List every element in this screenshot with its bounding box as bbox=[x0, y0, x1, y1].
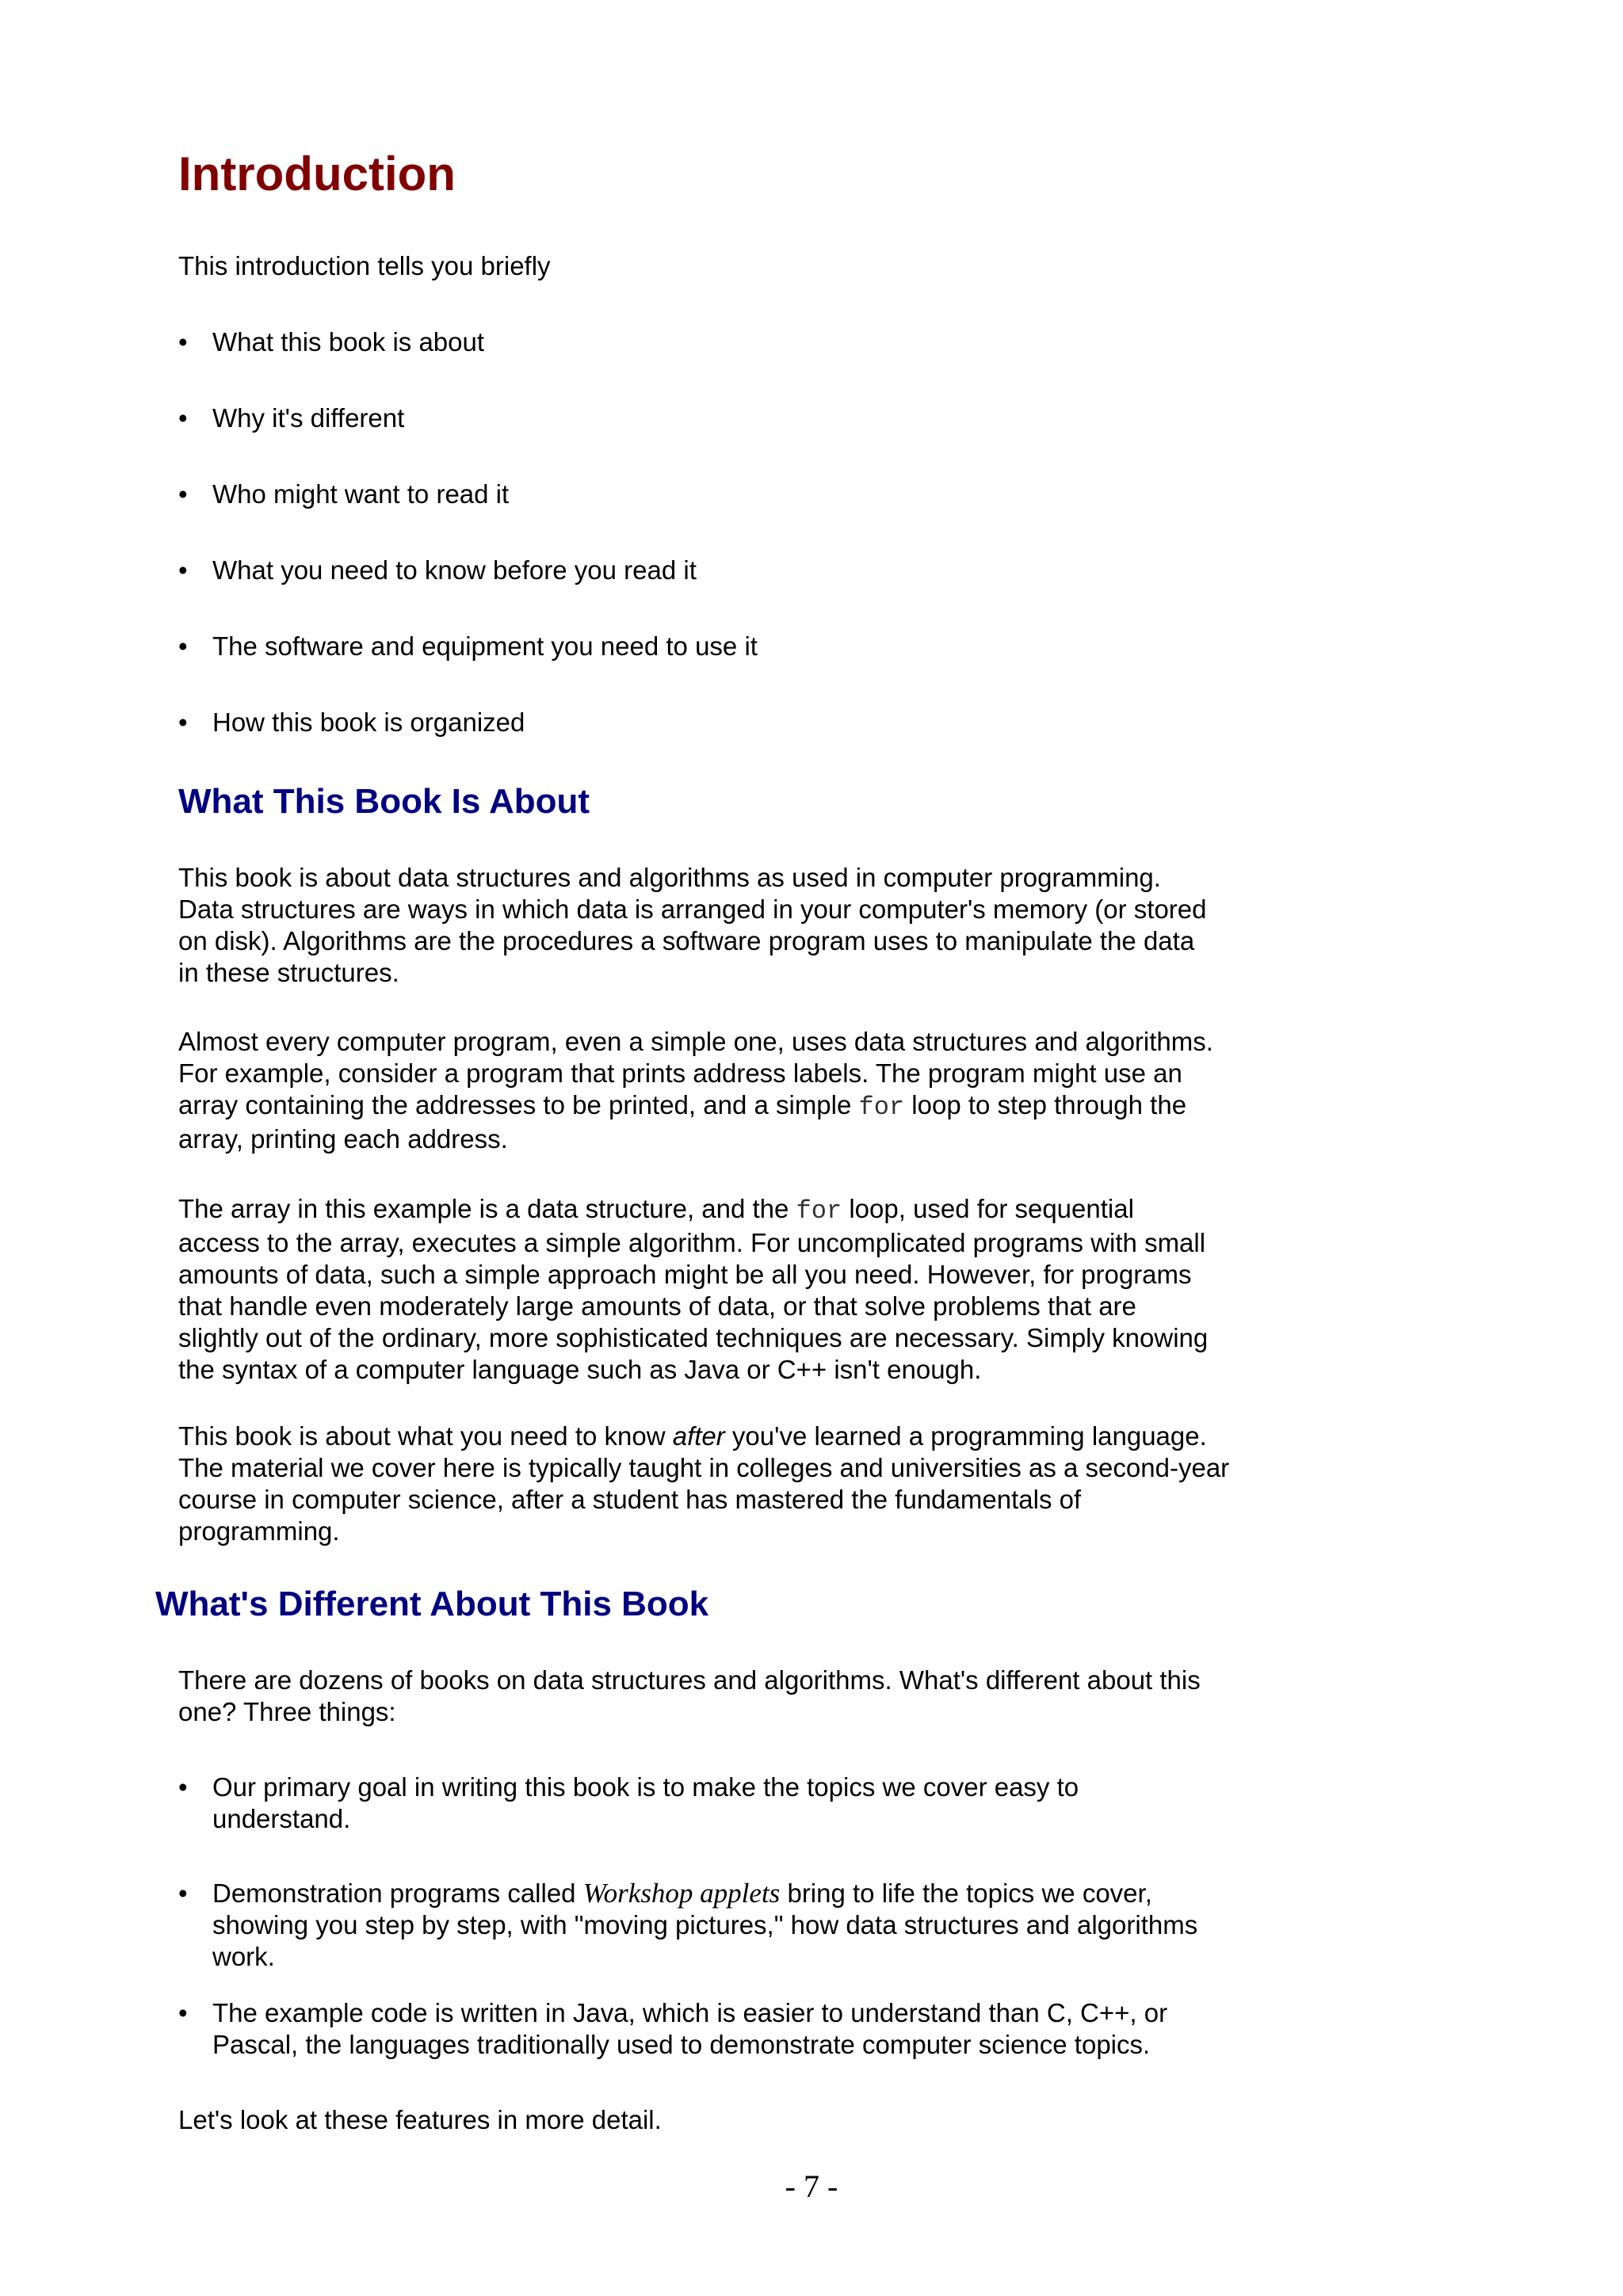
text-run: bring to life the topics we cover, bbox=[780, 1878, 1152, 1908]
section2-paragraph-1 bbox=[178, 1665, 1304, 1728]
section1-paragraph-3 bbox=[178, 1193, 1304, 1386]
bullet-symbol: • bbox=[178, 403, 188, 433]
text-line: The material we cover here is typically taught in colleges and universities as a second-year bbox=[178, 1453, 1230, 1482]
text-run: loop to step through the bbox=[904, 1090, 1187, 1119]
section-heading-about: What This Book Is About bbox=[178, 782, 590, 821]
emphasis-text: after bbox=[672, 1421, 725, 1451]
text-line: There are dozens of books on data structures and algorithms. What's different about this bbox=[178, 1665, 1201, 1695]
bullet-symbol: • bbox=[178, 555, 188, 585]
text-run: you've learned a programming language. bbox=[724, 1421, 1207, 1451]
text-line: work. bbox=[212, 1942, 275, 1971]
text-line: This book is about data structures and algorithms as used in computer programming. bbox=[178, 863, 1161, 892]
section1-paragraph-4 bbox=[178, 1421, 1304, 1547]
text-line: Data structures are ways in which data is arranged in your computer's memory (or stored bbox=[178, 894, 1207, 924]
bullet-symbol: • bbox=[178, 707, 188, 737]
text-run: This book is about what you need to know bbox=[178, 1421, 673, 1451]
page-number: - 7 - bbox=[785, 2168, 838, 2204]
text-line bbox=[178, 1089, 1304, 1123]
text-run: Demonstration programs called bbox=[212, 1878, 583, 1908]
bullet-symbol: • bbox=[178, 1772, 188, 1802]
section-heading-different: What's Different About This Book bbox=[155, 1585, 709, 1623]
section2-closing: Let's look at these features in more detail. bbox=[178, 2105, 662, 2134]
intro-bullet-text: Who might want to read it bbox=[212, 479, 510, 509]
intro-bullet-text: What you need to know before you read it bbox=[212, 555, 697, 585]
text-line: slightly out of the ordinary, more sophisticated techniques are necessary. Simply knowing bbox=[178, 1323, 1209, 1352]
intro-bullet-text: How this book is organized bbox=[212, 707, 525, 737]
text-line: on disk). Algorithms are the procedures a software program uses to manipulate the data bbox=[178, 926, 1195, 955]
bullet-symbol: • bbox=[178, 631, 188, 661]
text-line: showing you step by step, with "moving pictures," how data structures and algorithms bbox=[212, 1910, 1198, 1939]
text-line: Almost every computer program, even a simple one, uses data structures and algorithms. bbox=[178, 1027, 1213, 1056]
text-line bbox=[178, 1193, 1304, 1227]
text-line: amounts of data, such a simple approach might be all you need. However, for programs bbox=[178, 1260, 1192, 1289]
bullet-symbol: • bbox=[178, 479, 188, 509]
intro-bullet-text: Why it's different bbox=[212, 403, 405, 433]
text-line: programming. bbox=[178, 1516, 340, 1546]
text-line: understand. bbox=[212, 1804, 351, 1833]
text-line: The example code is written in Java, which is easier to understand than C, C++, or bbox=[212, 1998, 1168, 2027]
bullet-symbol: • bbox=[178, 1878, 188, 1908]
intro-bullet-text: The software and equipment you need to use it bbox=[212, 631, 758, 661]
text-line: Our primary goal in writing this book is to make the topics we cover easy to bbox=[212, 1772, 1079, 1802]
workshop-applets-term: Workshop applets bbox=[582, 1878, 781, 1909]
page-title: Introduction bbox=[178, 147, 456, 200]
text-run: The array in this example is a data structure, and the bbox=[178, 1194, 796, 1223]
intro-bullet-text: What this book is about bbox=[212, 327, 485, 357]
text-line: For example, consider a program that prints address labels. The program might use an bbox=[178, 1058, 1182, 1088]
intro-line: This introduction tells you briefly bbox=[178, 251, 551, 280]
inline-code-for: for bbox=[796, 1196, 842, 1226]
text-line bbox=[178, 1421, 1304, 1452]
inline-code-for: for bbox=[858, 1093, 905, 1122]
text-line: access to the array, executes a simple algorithm. For uncomplicated programs with small bbox=[178, 1228, 1206, 1257]
text-line bbox=[212, 1878, 1197, 1909]
text-line: one? Three things: bbox=[178, 1697, 396, 1726]
text-run: array containing the addresses to be printed, and a simple bbox=[178, 1090, 859, 1119]
feature-bullet-text bbox=[212, 1878, 1197, 1973]
text-line: course in computer science, after a student has mastered the fundamentals of bbox=[178, 1485, 1082, 1514]
text-line: array, printing each address. bbox=[178, 1124, 508, 1154]
text-line: Pascal, the languages traditionally used to demonstrate computer science topics. bbox=[212, 2030, 1151, 2059]
feature-bullet-text bbox=[212, 1772, 1079, 1835]
feature-bullet-text bbox=[212, 1997, 1167, 2061]
bullet-symbol: • bbox=[178, 1998, 188, 2027]
bullet-symbol: • bbox=[178, 327, 188, 357]
text-line: in these structures. bbox=[178, 958, 399, 987]
text-line: that handle even moderately large amounts of data, or that solve problems that are bbox=[178, 1291, 1136, 1321]
text-line: the syntax of a computer language such as Java or C++ isn't enough. bbox=[178, 1355, 982, 1384]
text-run: loop, used for sequential bbox=[842, 1194, 1134, 1223]
section1-paragraph-2 bbox=[178, 1026, 1304, 1155]
section1-paragraph-1 bbox=[178, 862, 1304, 989]
